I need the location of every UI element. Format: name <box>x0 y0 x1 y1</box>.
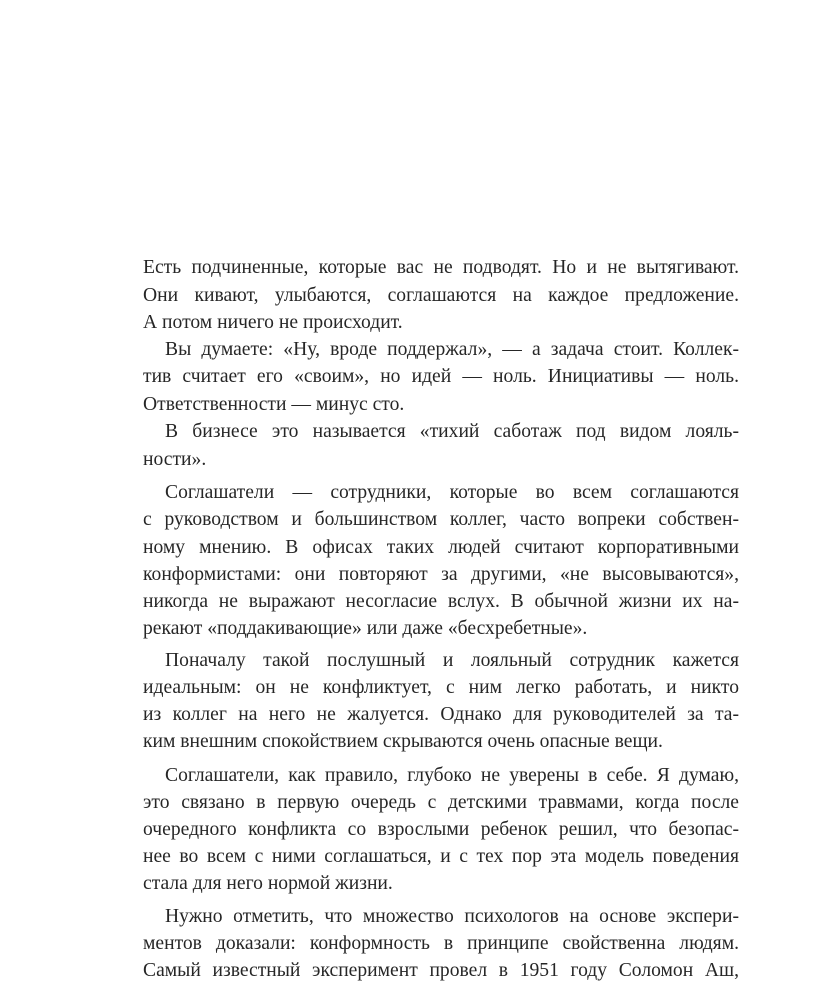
text-line: Ответственности — минус сто. <box>143 394 405 415</box>
text-line: стала для него нормой жизни. <box>143 873 393 894</box>
text-line: с руководством и большинством коллег, часто вопреки собствен- <box>143 509 739 530</box>
text-line: нее во всем с ними соглашаться, и с тех пор эта модель поведения <box>143 846 739 867</box>
text-line: В бизнесе это называется «тихий саботаж под видом лояль- <box>165 421 739 442</box>
text-line: Есть подчиненные, которые вас не подводят. Но и не вытягивают. <box>143 257 739 278</box>
text-line: рекают «поддакивающие» или даже «бесхребетные». <box>143 618 588 639</box>
text-line: это связано в первую очередь с детскими травмами, когда после <box>143 792 739 813</box>
text-line: Нужно отметить, что множество психологов на основе экспери- <box>165 906 739 927</box>
text-line: Они кивают, улыбаются, соглашаются на каждое предложение. <box>143 285 739 306</box>
text-line: идеальным: он не конфликтует, с ним легко работать, и никто <box>143 677 739 698</box>
text-line: тив считает его «своим», но идей — ноль. Инициативы — ноль. <box>143 366 739 387</box>
text-line: Соглашатели — сотрудники, которые во всем соглашаются <box>165 482 739 503</box>
text-line: Вы думаете: «Ну, вроде поддержал», — а задача стоит. Коллек- <box>165 339 739 360</box>
text-line: ности». <box>143 449 207 470</box>
text-line: А потом ничего не происходит. <box>143 312 403 333</box>
text-line: Соглашатели, как правило, глубоко не уверены в себе. Я думаю, <box>165 765 739 786</box>
text-line: ким внешним спокойствием скрываются очень опасные вещи. <box>143 731 663 752</box>
text-line: очередного конфликта со взрослыми ребенок решил, что безопас- <box>143 819 739 840</box>
text-line: конформистами: они повторяют за другими, «не высовываются», <box>143 564 739 585</box>
text-line: никогда не выражают несогласие вслух. В обычной жизни их на- <box>143 591 739 612</box>
text-line: ному мнению. В офисах таких людей считают корпоративными <box>143 537 739 558</box>
text-line: ментов доказали: конформность в принципе свойственна людям. <box>143 933 739 954</box>
text-line: Поначалу такой послушный и лояльный сотрудник кажется <box>165 650 739 671</box>
text-line: Самый известный эксперимент провел в 1951 году Соломон Аш, <box>143 960 739 981</box>
text-line: из коллег на него не жалуется. Однако для руководителей за та- <box>143 704 739 725</box>
